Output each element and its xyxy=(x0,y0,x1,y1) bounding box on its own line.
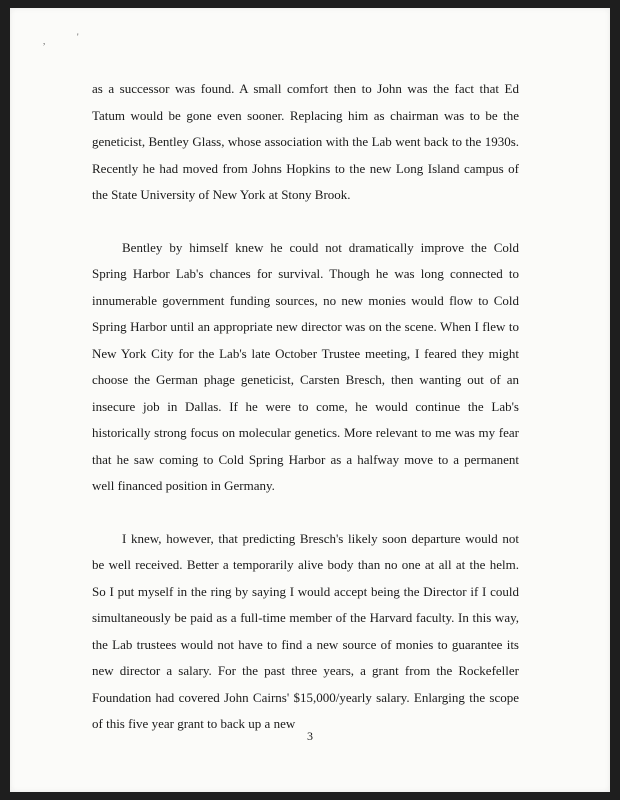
stray-mark: ' xyxy=(77,32,79,42)
paragraph-3: I knew, however, that predicting Bresch's likely soon departure would not be well received. Better a temporarily alive body than no one at all at the helm. So I put myself in the ring by saying I would accept being the Director if I could simultaneously be paid as a full-time member of the Harvard faculty. In this way, the Lab trustees would not have to find a new source of monies to guarantee its new director a salary. For the past three years, a grant from the Rockefeller Foundation had covered John Cairns' $15,000/yearly salary. Enlarging the scope of this five year grant to back up a new xyxy=(92,530,519,731)
paragraph-1: as a successor was found. A small comfort then to John was the fact that Ed Tatum would be gone even sooner. Replacing him as chairman was to be the geneticist, Bentley Glass, whose association with the Lab went back to the 1930s. Recently he had moved from Johns Hopkins to the new Long Island campus of the State University of New York at Stony Brook. xyxy=(92,81,519,202)
body-text xyxy=(92,76,519,738)
paragraph-2: Bentley by himself knew he could not dramatically improve the Cold Spring Harbor Lab's chances for survival. Though he was long connected to innumerable government funding sources, no new monies would flow to Cold Spring Harbor until an appropriate new director was on the scene. When I flew to New York City for the Lab's late October Trustee meeting, I feared they might choose the German phage geneticist, Carsten Bresch, then wanting out of an insecure job in Dallas. If he were to come, he would continue the Lab's historically strong focus on molecular genetics. More relevant to me was my fear that he saw coming to Cold Spring Harbor as a halfway move to a permanent well financed position in Germany. xyxy=(92,239,519,493)
page-number: 3 xyxy=(307,729,313,743)
stray-mark: , xyxy=(43,36,46,46)
